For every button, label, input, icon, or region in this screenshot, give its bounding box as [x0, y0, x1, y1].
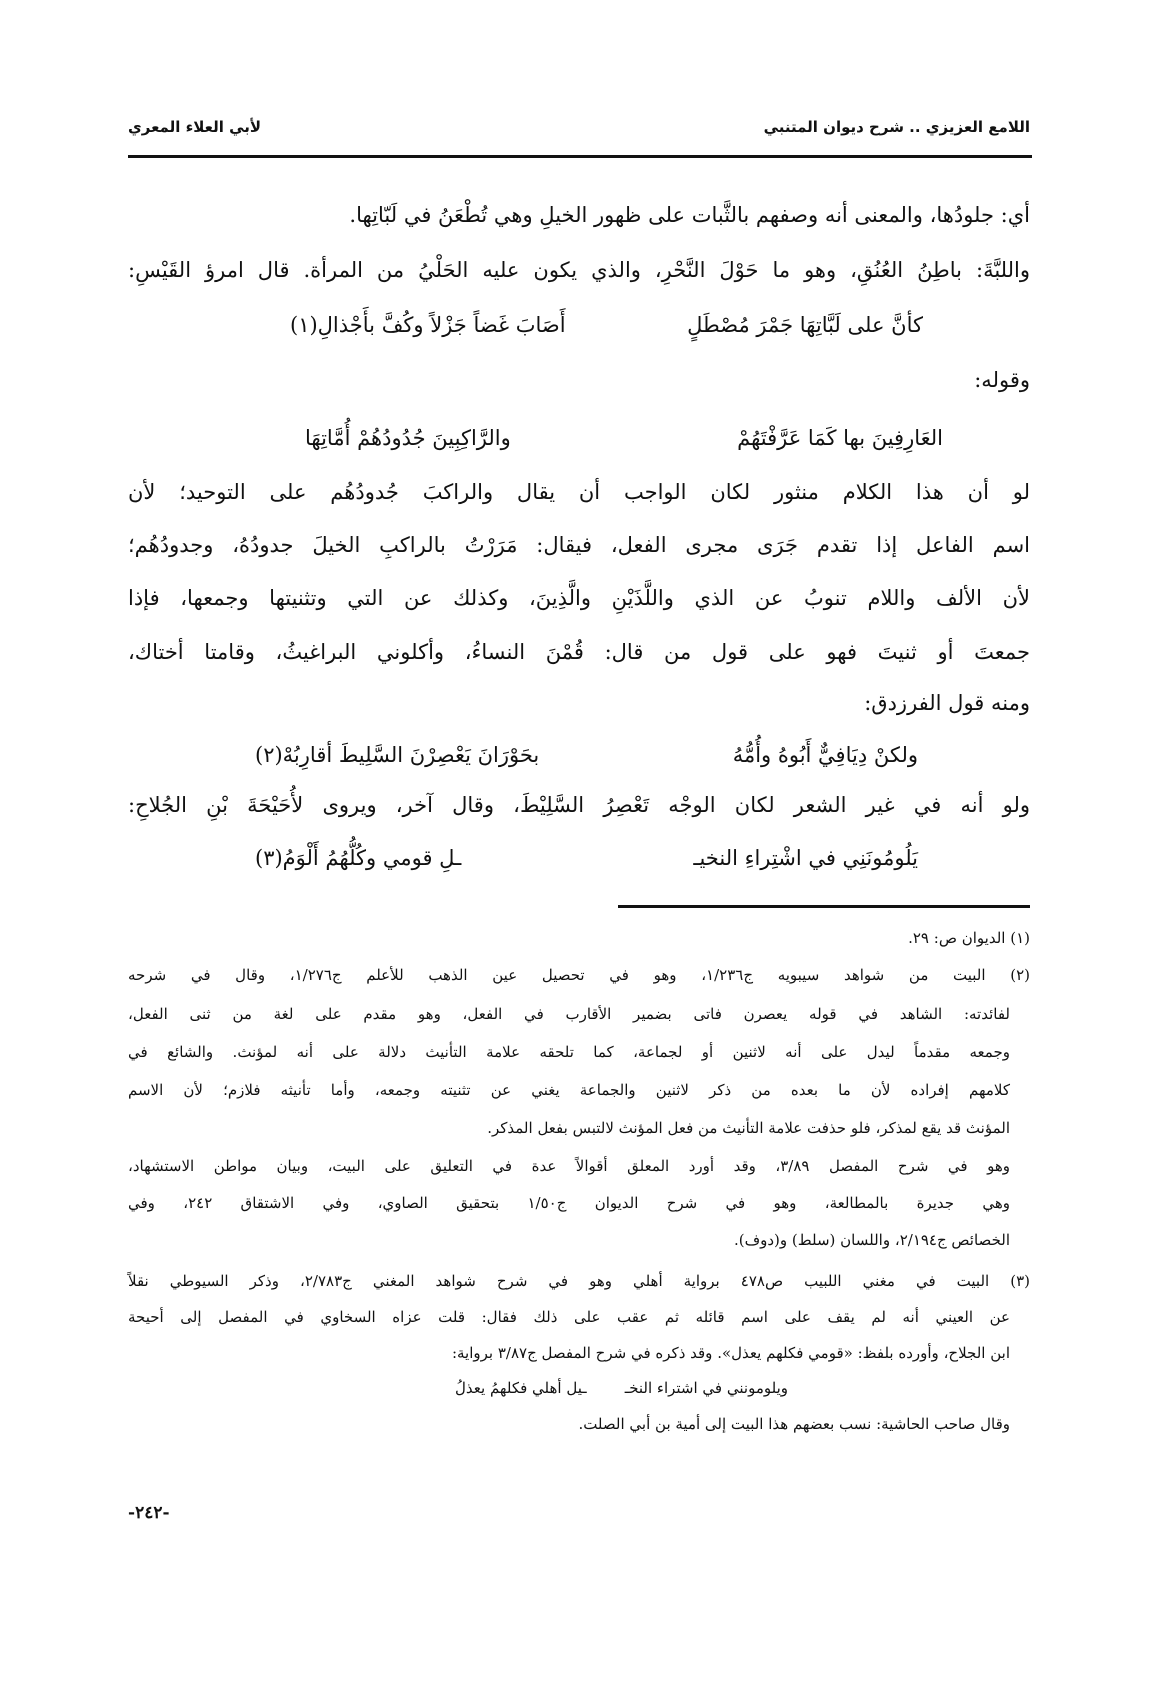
verse-first-hemistich: يَلُومُونَنِي في اشْتِراءِ النخيـ — [693, 846, 918, 870]
footnote-3-line: ابن الجلاح، وأورده بلفظ: «قومي فكلهم يعذل». وقد ذكره في شرح المفصل ج٣/٨٧ برواية: — [451, 1344, 1010, 1362]
running-header-author: لأبي العلاء المعري — [128, 118, 262, 136]
verse-first-hemistich: العَارِفِينَ بها كَمَا عَرَّفْتَهُمْ — [737, 426, 943, 450]
running-header-title: اللامع العزيزي .. شرح ديوان المتنبي — [763, 118, 1030, 136]
footnote-2-line: وهي جديرة بالمطالعة، وهو في شرح الديوان ج١/٥٠ بتحقيق الصاوي، وفي الاشتقاق ٢٤٢، وفي — [128, 1194, 1011, 1212]
body-line: ومنه قول الفرزدق: — [864, 691, 1030, 715]
body-line: واللبَّةَ: باطِنُ العُنُقِ، وهو ما حَوْلَ النَّحْرِ، والذي يكون عليه الحَلْيُ من المرأة. قال امرؤ القَيْسِ: — [128, 258, 1030, 282]
verse-second-hemistich: أَصَابَ غَضاً جَزْلاً وكُفَّ بأَجْذالِ(١) — [290, 313, 566, 337]
verse-second-hemistich: بحَوْرَانَ يَعْصِرْنَ السَّلِيطَ أقارِبُهْ(٢) — [255, 743, 540, 767]
verse-first-hemistich: ولكنْ دِيَافِيٌّ أَبُوهُ وأُمُّهُ — [732, 743, 918, 767]
verse-first-hemistich: كأنَّ على لَبَّاتِهَا جَمْرَ مُصْطَلٍ — [687, 313, 923, 337]
footnote-rule — [618, 905, 1030, 908]
footnote-2-line: وجمعه مقدماً ليدل على أنه لاثنين أو لجماعة، كما تلحقه علامة التأنيث دلالة على أنه لمؤنث. والشائع في — [128, 1043, 1010, 1061]
footnote-1: (١) الديوان ص: ٢٩. — [908, 929, 1030, 947]
verse-second-hemistich: والرَّاكِبِينَ جُدُودُهُمْ أُمَّاتِهَا — [305, 426, 511, 450]
body-line: اسم الفاعل إذا تقدم جَرَى مجرى الفعل، فيقال: مَرَرْتُ بالراكبِ الخيلَ جدودُهُ، وجدودُهُم؛ — [128, 533, 1030, 557]
footnote-2-line: كلامهم إفراده لأن ما بعده من ذكر لاثنين والجماعة يغني عن تثنيته وجمعه، وأما تأنيثه فلازم؛ لأن الاسم — [128, 1081, 1010, 1099]
footnote-3-line: عن العيني أنه لم يقف على اسم قائله ثم عقب على ذلك فقال: قلت عزاه السخاوي في المفصل إلى أحيحة — [128, 1308, 1010, 1326]
footnote-2-line: الخصائص ج٢/١٩٤، واللسان (سلط) و(دوف). — [733, 1231, 1010, 1249]
body-line: لو أن هذا الكلام منثور لكان الواجب أن يقال والراكبَ جُدودُهُم على التوحيد؛ لأن — [128, 480, 1030, 504]
verse-second-hemistich: ـلِ قومي وكُلُّهُمُ أَلْوَمُ(٣) — [255, 846, 462, 870]
footnote-2-line: وهو في شرح المفصل ٣/٨٩، وقد أورد المعلق أقوالاً عدة في التعليق على البيت، وبيان مواطن الاستشهاد، — [128, 1157, 1010, 1175]
body-line: لأن الألف واللام تنوبُ عن الذي واللَّذَيْنِ والَّذِينَ، وكذلك عن التي وتثنيتها وجمعها، فإذا — [128, 586, 1030, 610]
footnote-3-line: (٣) البيت في مغني اللبيب ص٤٧٨ برواية أهلي وهو في شرح شواهد المغني ج٢/٧٨٣، وذكر السيوطي نقلاً — [128, 1272, 1030, 1290]
body-line: ولو أنه في غير الشعر لكان الوجْه تَعْصِرُ السَّلِيْطَ، وقال آخر، ويروى لأُحَيْحَةَ بْنِ الجُلاحِ: — [128, 793, 1030, 817]
body-line: أي: جلودُها، والمعنى أنه وصفهم بالثَّبات على ظهور الخيلِ وهي تُطْعَنُ في لَبّاتِها. — [349, 203, 1030, 227]
footnote-2-line: (٢) البيت من شواهد سيبويه ج١/٢٣٦، وهو في تحصيل عين الذهب للأعلم ج١/٢٧٦، وقال في شرحه — [128, 966, 1030, 984]
footnote-2-line: لفائدته: الشاهد في قوله يعصرن فاتى بضمير الأقارب في الفعل، وهو مقدم على لغة من ثنى الفعل، — [128, 1005, 1010, 1023]
body-line: وقوله: — [974, 368, 1030, 392]
header-rule — [128, 155, 1032, 158]
footnote-2-line: المؤنث قد يقع لمذكر، فلو حذفت علامة التأنيث من فعل المؤنث لالتبس بفعل المذكر. — [487, 1119, 1010, 1137]
page-number: -٢٤٢- — [128, 1503, 170, 1523]
body-line: جمعتَ أو ثنيتَ فهو على قول من قال: قُمْنَ النساءُ، وأكلوني البراغيثُ، وقامتا أختاك، — [128, 640, 1030, 664]
footnote-verse-second: ـيل أهلي فكلهمُ يعذلُ — [455, 1379, 587, 1397]
footnote-3-line: وقال صاحب الحاشية: نسب بعضهم هذا البيت إلى أمية بن أبي الصلت. — [578, 1415, 1010, 1433]
footnote-verse-first: ويلومونني في اشتراء النخـ — [624, 1379, 788, 1397]
